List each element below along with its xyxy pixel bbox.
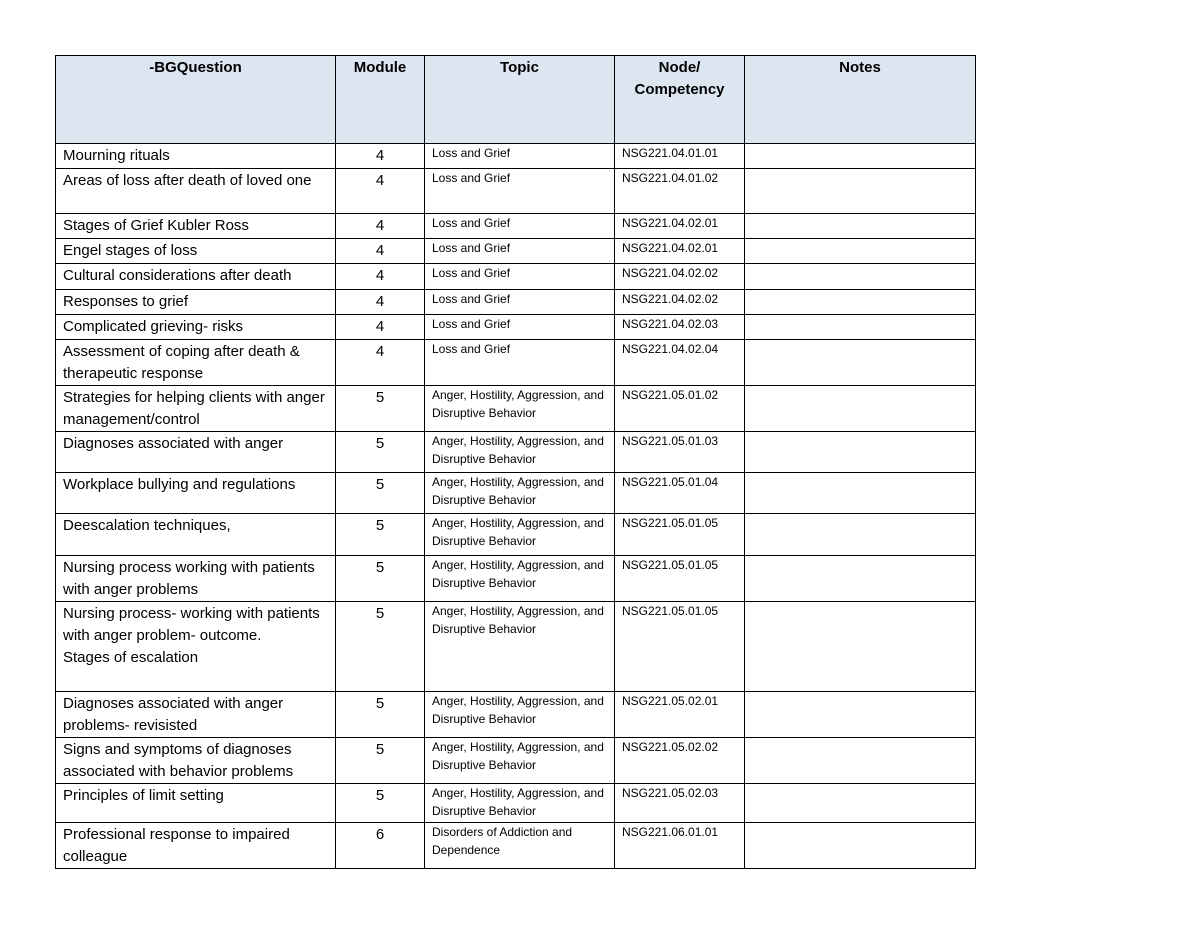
header-node-line1: Node/ [658, 59, 701, 76]
table-row [56, 169, 976, 214]
node-cell: NSG221.04.02.02 [615, 264, 745, 290]
header-node-competency [615, 56, 745, 144]
notes-cell[interactable] [745, 340, 976, 386]
notes-cell[interactable] [745, 602, 976, 692]
topic-cell: Anger, Hostility, Aggression, and Disruptive Behavior [425, 692, 615, 738]
notes-cell[interactable] [745, 264, 976, 290]
module-cell: 4 [336, 169, 425, 214]
notes-cell[interactable] [745, 214, 976, 239]
notes-cell[interactable] [745, 473, 976, 514]
table-row [56, 602, 976, 692]
question-cell: Engel stages of loss [56, 239, 336, 264]
node-cell: NSG221.05.01.04 [615, 473, 745, 514]
question-table [55, 55, 976, 869]
module-cell: 4 [336, 239, 425, 264]
header-node-line2: Competency [634, 81, 725, 98]
topic-cell: Loss and Grief [425, 315, 615, 340]
question-cell: Principles of limit setting [56, 784, 336, 823]
module-cell: 5 [336, 738, 425, 784]
table-row [56, 386, 976, 432]
table-row [56, 738, 976, 784]
question-cell: Workplace bullying and regulations [56, 473, 336, 514]
question-cell: Mourning rituals [56, 144, 336, 169]
table-row [56, 784, 976, 823]
question-cell: Strategies for helping clients with anger management/control [56, 386, 336, 432]
notes-cell[interactable] [745, 514, 976, 556]
node-cell: NSG221.05.02.02 [615, 738, 745, 784]
question-cell: Nursing process working with patients with anger problems [56, 556, 336, 602]
notes-cell[interactable] [745, 315, 976, 340]
header-question: -BGQuestion [56, 56, 336, 144]
notes-cell[interactable] [745, 784, 976, 823]
table-row [56, 239, 976, 264]
topic-cell: Anger, Hostility, Aggression, and Disruptive Behavior [425, 514, 615, 556]
question-cell: Responses to grief [56, 290, 336, 315]
node-cell: NSG221.04.02.02 [615, 290, 745, 315]
topic-cell: Loss and Grief [425, 340, 615, 386]
topic-cell: Loss and Grief [425, 214, 615, 239]
module-cell: 5 [336, 432, 425, 473]
node-cell: NSG221.05.01.05 [615, 602, 745, 692]
module-cell: 5 [336, 386, 425, 432]
topic-cell: Loss and Grief [425, 239, 615, 264]
notes-cell[interactable] [745, 239, 976, 264]
notes-cell[interactable] [745, 386, 976, 432]
topic-cell: Disorders of Addiction and Dependence [425, 823, 615, 869]
question-text-line2: Stages of escalation [63, 649, 199, 666]
node-cell: NSG221.04.02.01 [615, 239, 745, 264]
topic-cell: Loss and Grief [425, 169, 615, 214]
node-cell: NSG221.04.01.02 [615, 169, 745, 214]
topic-cell: Anger, Hostility, Aggression, and Disruptive Behavior [425, 602, 615, 692]
notes-cell[interactable] [745, 432, 976, 473]
module-cell: 4 [336, 264, 425, 290]
topic-cell: Anger, Hostility, Aggression, and Disruptive Behavior [425, 784, 615, 823]
question-cell: Stages of Grief Kubler Ross [56, 214, 336, 239]
module-cell: 5 [336, 473, 425, 514]
notes-cell[interactable] [745, 169, 976, 214]
module-cell: 5 [336, 556, 425, 602]
node-cell: NSG221.05.01.05 [615, 556, 745, 602]
table-row [56, 264, 976, 290]
node-cell: NSG221.05.01.03 [615, 432, 745, 473]
question-text: Nursing process- working with patients with anger problem- outcome. [63, 605, 320, 644]
node-cell: NSG221.05.02.01 [615, 692, 745, 738]
topic-cell: Anger, Hostility, Aggression, and Disruptive Behavior [425, 473, 615, 514]
table-row [56, 556, 976, 602]
table-row [56, 290, 976, 315]
question-cell: Areas of loss after death of loved one [56, 169, 336, 214]
table-row [56, 432, 976, 473]
node-cell: NSG221.06.01.01 [615, 823, 745, 869]
module-cell: 5 [336, 692, 425, 738]
module-cell: 4 [336, 214, 425, 239]
table-row [56, 823, 976, 869]
table-row [56, 514, 976, 556]
notes-cell[interactable] [745, 692, 976, 738]
question-cell: Diagnoses associated with anger [56, 432, 336, 473]
node-cell: NSG221.05.01.02 [615, 386, 745, 432]
node-cell: NSG221.05.02.03 [615, 784, 745, 823]
topic-cell: Loss and Grief [425, 144, 615, 169]
header-topic: Topic [425, 56, 615, 144]
module-cell: 4 [336, 315, 425, 340]
question-cell: Assessment of coping after death & therapeutic response [56, 340, 336, 386]
node-cell: NSG221.04.02.04 [615, 340, 745, 386]
node-cell: NSG221.04.02.01 [615, 214, 745, 239]
table-row [56, 692, 976, 738]
table-row [56, 214, 976, 239]
question-cell: Cultural considerations after death [56, 264, 336, 290]
topic-cell: Loss and Grief [425, 264, 615, 290]
module-cell: 5 [336, 784, 425, 823]
notes-cell[interactable] [745, 290, 976, 315]
table-row [56, 473, 976, 514]
question-cell: Deescalation techniques, [56, 514, 336, 556]
module-cell: 4 [336, 340, 425, 386]
question-cell [56, 602, 336, 692]
topic-cell: Anger, Hostility, Aggression, and Disruptive Behavior [425, 738, 615, 784]
node-cell: NSG221.05.01.05 [615, 514, 745, 556]
table-row [56, 144, 976, 169]
table-row [56, 340, 976, 386]
node-cell: NSG221.04.01.01 [615, 144, 745, 169]
notes-cell[interactable] [745, 738, 976, 784]
question-cell: Signs and symptoms of diagnoses associated with behavior problems [56, 738, 336, 784]
question-cell: Complicated grieving- risks [56, 315, 336, 340]
header-row [56, 56, 976, 144]
notes-cell[interactable] [745, 556, 976, 602]
question-table-sheet [55, 55, 975, 869]
module-cell: 4 [336, 290, 425, 315]
question-cell: Diagnoses associated with anger problems- revisisted [56, 692, 336, 738]
topic-cell: Loss and Grief [425, 290, 615, 315]
topic-cell: Anger, Hostility, Aggression, and Disruptive Behavior [425, 386, 615, 432]
node-cell: NSG221.04.02.03 [615, 315, 745, 340]
module-cell: 6 [336, 823, 425, 869]
header-module: Module [336, 56, 425, 144]
notes-cell[interactable] [745, 823, 976, 869]
header-notes: Notes [745, 56, 976, 144]
table-row [56, 315, 976, 340]
module-cell: 5 [336, 514, 425, 556]
question-cell: Professional response to impaired colleague [56, 823, 336, 869]
topic-cell: Anger, Hostility, Aggression, and Disruptive Behavior [425, 432, 615, 473]
module-cell: 4 [336, 144, 425, 169]
topic-cell: Anger, Hostility, Aggression, and Disruptive Behavior [425, 556, 615, 602]
notes-cell[interactable] [745, 144, 976, 169]
module-cell: 5 [336, 602, 425, 692]
